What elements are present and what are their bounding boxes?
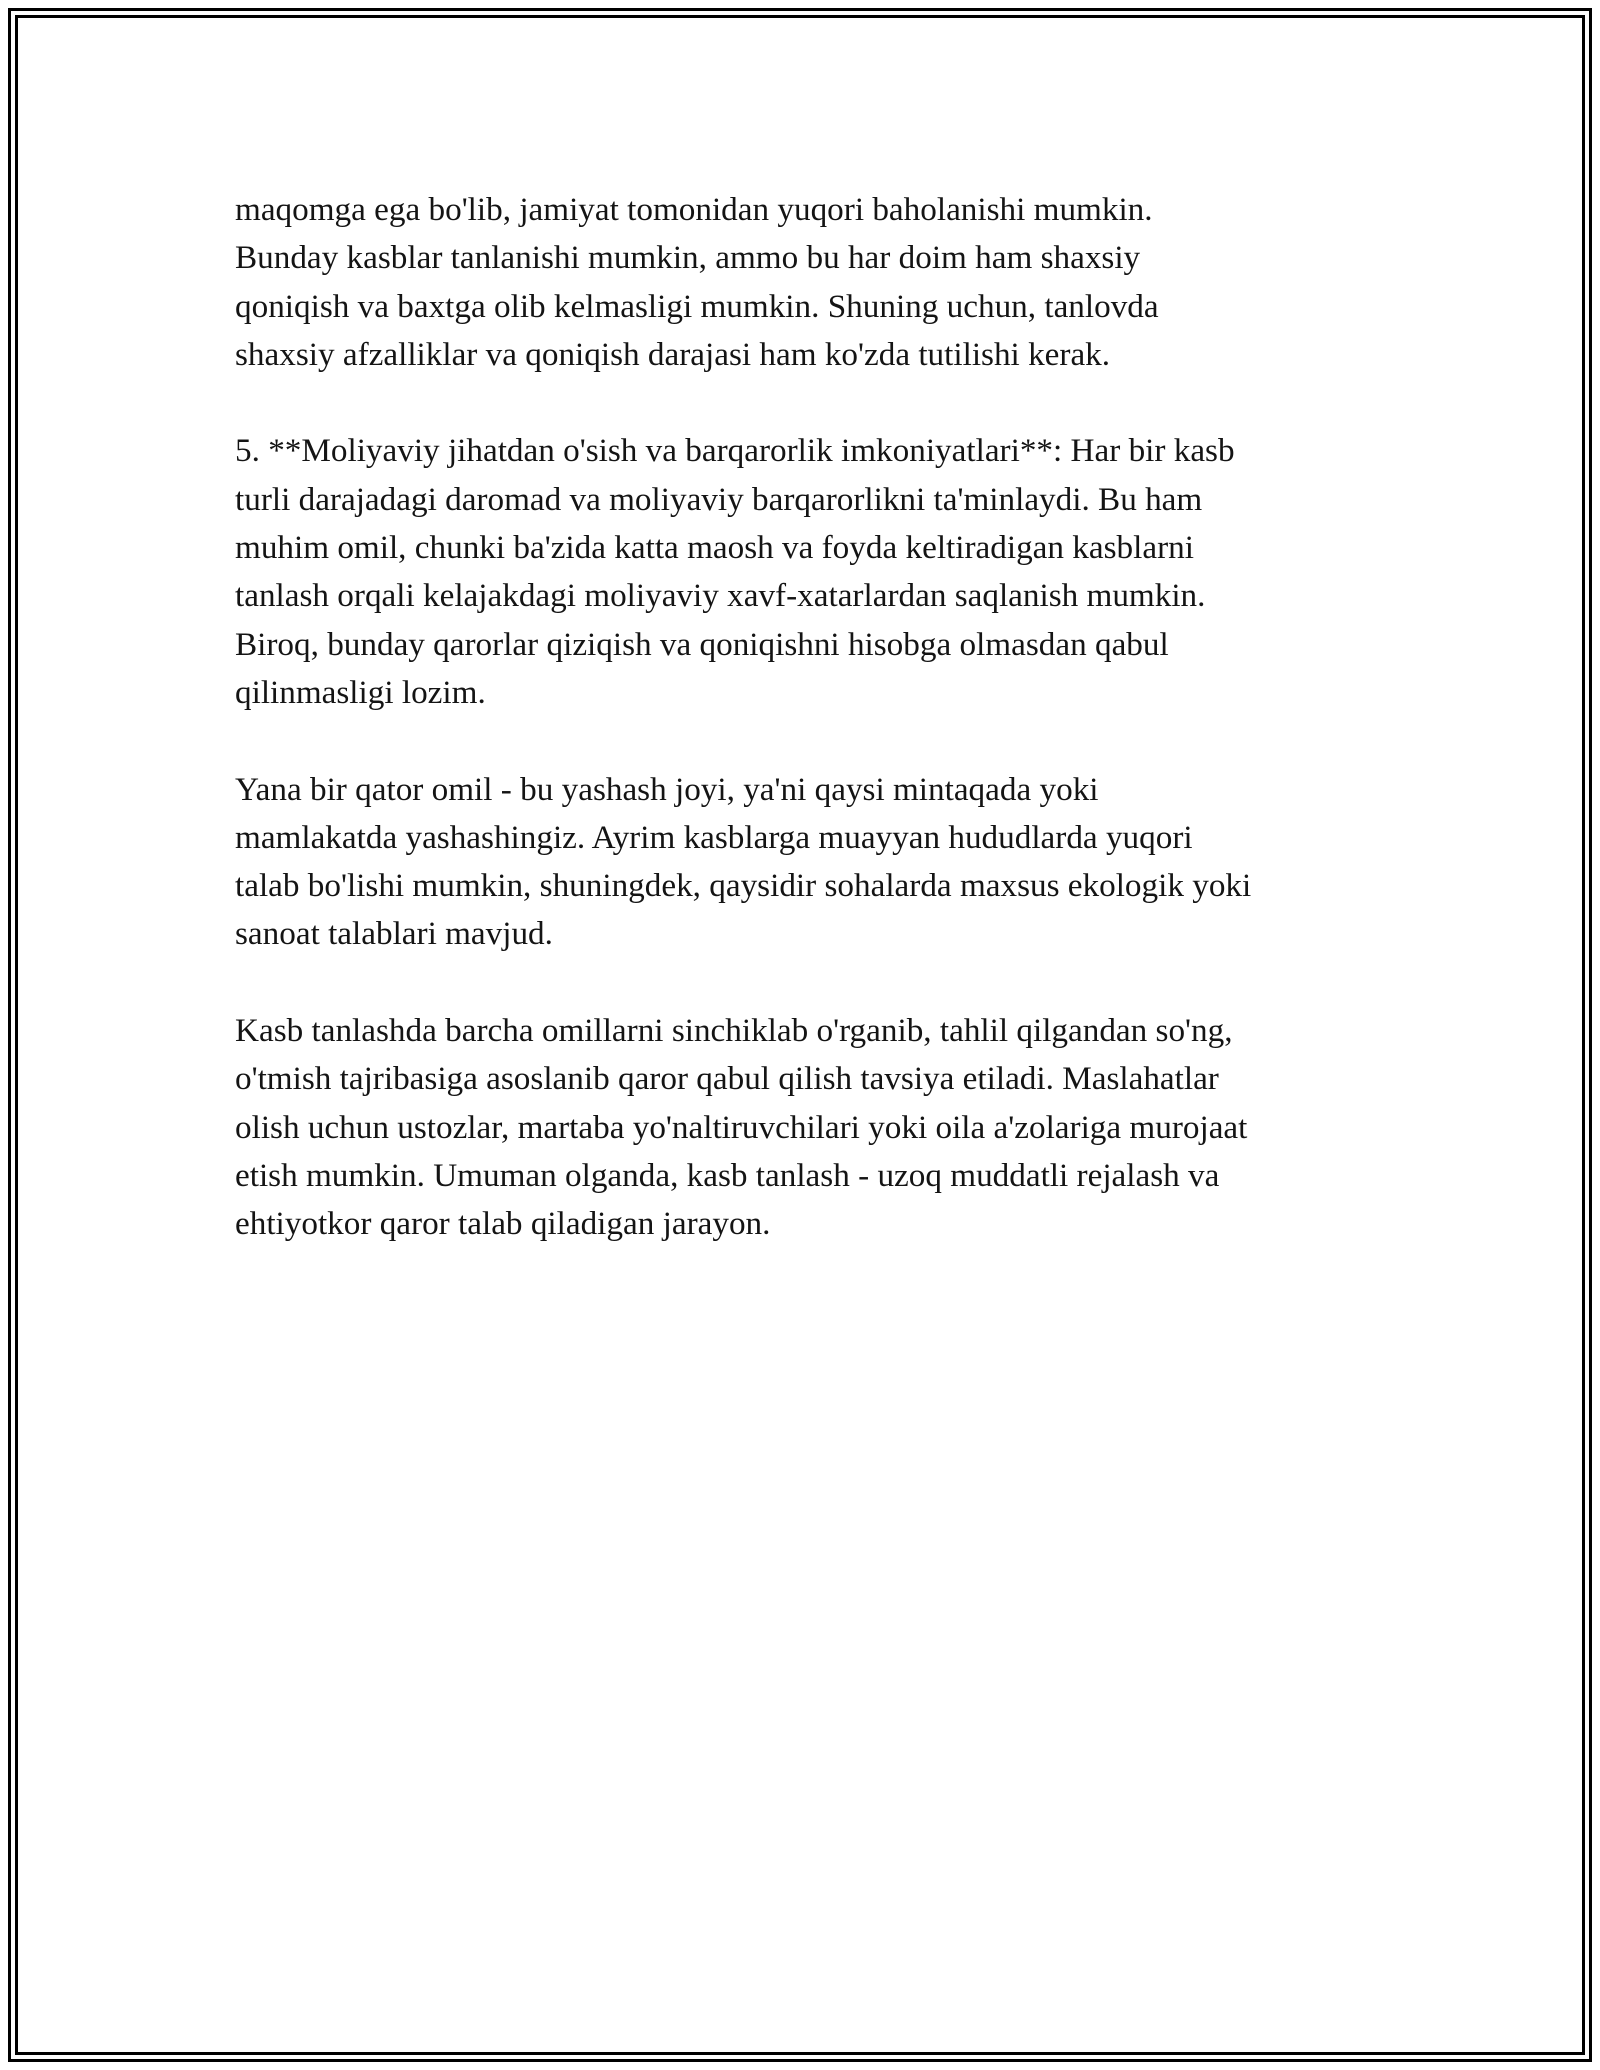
text-line: talab bo'lishi mumkin, shuningdek, qaysidir sohalarda maxsus ekologik yoki (235, 867, 1252, 905)
text-line: Bunday kasblar tanlanishi mumkin, ammo bu har doim ham shaxsiy (235, 239, 1141, 277)
text-line: sanoat talablari mavjud. (235, 915, 553, 953)
text-line: muhim omil, chunki ba'zida katta maosh va foyda keltiradigan kasblarni (235, 529, 1194, 567)
text-line: maqomga ega bo'lib, jamiyat tomonidan yuqori baholanishi mumkin. (235, 191, 1153, 228)
text-line: o'tmish tajribasiga asoslanib qaror qabul qilish tavsiya etiladi. Maslahatlar (235, 1060, 1219, 1098)
paragraph-location (235, 766, 1375, 959)
text-line: qilinmasligi lozim. (235, 673, 486, 711)
text-line: 5. **Moliyaviy jihatdan o'sish va barqarorlik imkoniyatlari**: Har bir kasb (235, 432, 1235, 470)
text-line: shaxsiy afzalliklar va qoniqish darajasi ham ko'zda tutilishi kerak. (235, 335, 1111, 373)
document-body (235, 186, 1375, 1297)
text-line: tanlash orqali kelajakdagi moliyaviy xavf-xatarlardan saqlanish mumkin. (235, 577, 1206, 615)
text-line: olish uchun ustozlar, martaba yo'naltiruvchilari yoki oila a'zolariga murojaat (235, 1108, 1248, 1146)
paragraph-conclusion (235, 1007, 1375, 1248)
text-line: Kasb tanlashda barcha omillarni sinchiklab o'rganib, tahlil qilgandan so'ng, (235, 1012, 1233, 1050)
text-line: turli darajadagi daromad va moliyaviy barqarorlikni ta'minlaydi. Bu ham (235, 480, 1203, 518)
text-line: qoniqish va baxtga olib kelmasligi mumkin. Shuning uchun, tanlovda (235, 287, 1159, 325)
text-line: mamlakatda yashashingiz. Ayrim kasblarga muayyan hududlarda yuqori (235, 818, 1193, 856)
text-line: Yana bir qator omil - bu yashash joyi, ya'ni qaysi mintaqada yoki (235, 770, 1099, 808)
text-line: etish mumkin. Umuman olganda, kasb tanlash - uzoq muddatli rejalash va (235, 1156, 1220, 1194)
paragraph-financial-growth (235, 427, 1375, 717)
paragraph-prestige (235, 186, 1375, 379)
text-line: ehtiyotkor qaror talab qiladigan jarayon. (235, 1205, 771, 1243)
text-line: Biroq, bunday qarorlar qiziqish va qoniqishni hisobga olmasdan qabul (235, 625, 1169, 663)
